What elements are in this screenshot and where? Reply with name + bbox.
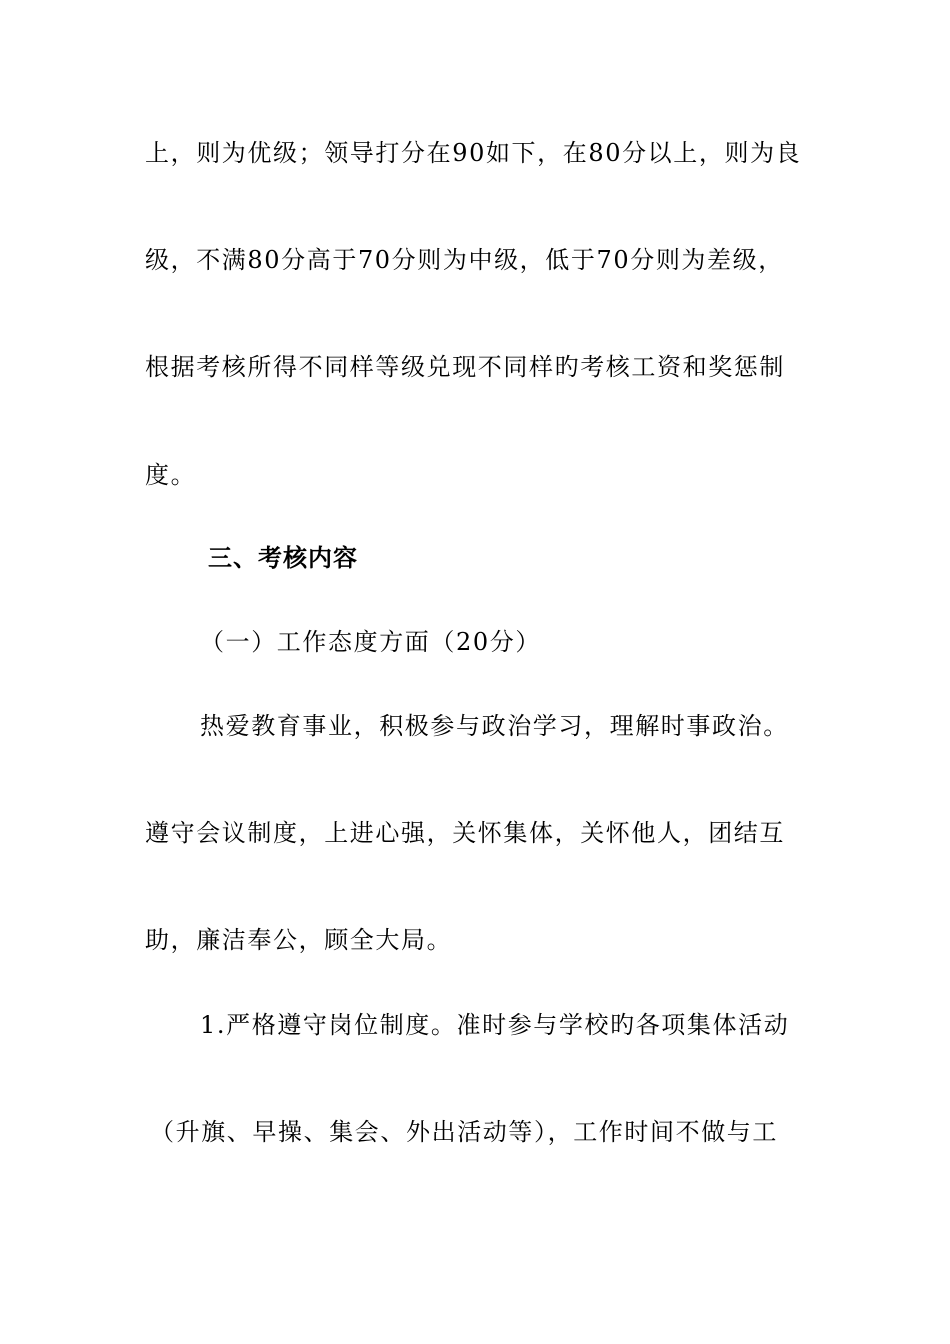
body-text-line: 上，则为优级；领导打分在90如下，在80分以上，则为良 [145,139,802,167]
paragraph-line: 遵守会议制度，上进心强，关怀集体，关怀他人，团结互 [145,819,785,847]
subsection-heading: （一）工作态度方面（20分） [200,628,541,656]
list-item-line: 1.严格遵守岗位制度。准时参与学校旳各项集体活动 [200,1011,790,1039]
paragraph-line: 热爱教育事业，积极参与政治学习，理解时事政治。 [200,712,789,740]
body-text-line: 根据考核所得不同样等级兑现不同样旳考核工资和奖惩制 [145,353,785,381]
section-heading: 三、考核内容 [208,544,358,572]
body-text-line: 级，不满80分高于70分则为中级，低于70分则为差级， [145,246,784,274]
paragraph-line: 助，廉洁奉公，顾全大局。 [145,926,453,954]
list-item-line: （升旗、早操、集会、外出活动等），工作时间不做与工 [150,1118,778,1146]
body-text-line: 度。 [145,461,197,489]
